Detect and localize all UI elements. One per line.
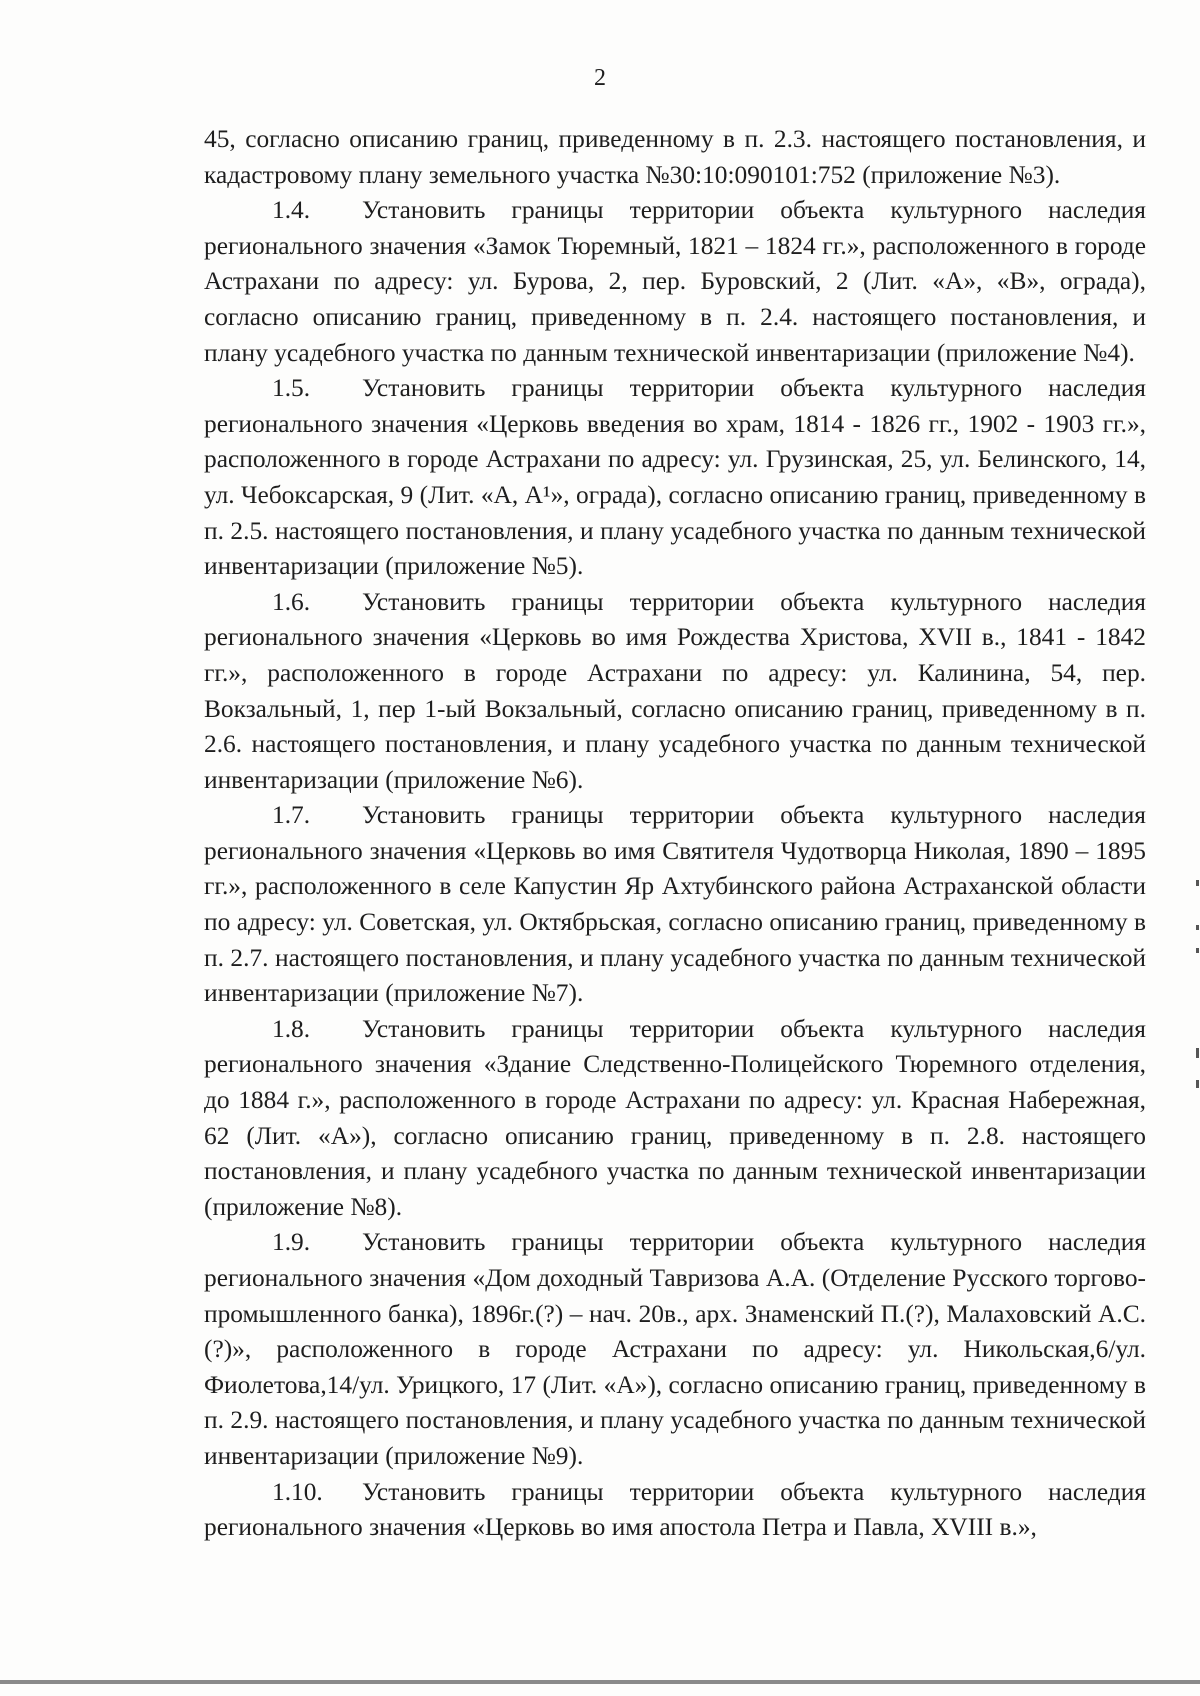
clause-1-7 [204, 798, 1146, 1012]
clause-number: 1.8. [272, 1014, 311, 1043]
clause-text: Установить границы территории объекта культурного наследия регионального значения «Церковь во имя Святителя Чудотворца Николая, 1890 – 1895 гг.», расположенного в селе Капустин Яр Ахтубинского района Астраханской области по адресу: ул. Советская, ул. Октябрьская, согласно описанию границ, приведенному в п. 2.7. настоящего постановления, и плану усадебного участка по данным технической инвентаризации (приложение №7). [204, 801, 1146, 1008]
scan-edge-line [0, 1680, 1200, 1684]
clause-1-4 [204, 193, 1146, 371]
clause-number: 1.7. [272, 801, 311, 830]
clause-text: Установить границы территории объекта культурного наследия регионального значения «Церковь во имя Рождества Христова, XVII в., 1841 - 1842 гг.», расположенного в городе Астрахани по адресу: ул. Калинина, 54, пер. Вокзальный, 1, пер 1-ый Вокзальный, согласно описанию границ, приведенному в п. 2.6. настоящего постановления, и плану усадебного участка по данным технической инвентаризации (приложение №6). [204, 587, 1146, 794]
paragraph-continuation [204, 122, 1146, 193]
clause-number: 1.4. [272, 196, 311, 225]
clause-number: 1.10. [272, 1477, 323, 1506]
scan-artifact-mark [1196, 948, 1199, 953]
clause-text: Установить границы территории объекта культурного наследия регионального значения «Церковь во имя апостола Петра и Павла, XVIII в.», [204, 1477, 1146, 1542]
clause-1-10 [204, 1475, 1146, 1546]
clause-number: 1.9. [272, 1228, 311, 1257]
clause-text: Установить границы территории объекта культурного наследия регионального значения «Церковь введения во храм, 1814 - 1826 гг., 1902 - 1903 гг.», расположенного в городе Астрахани по адресу: ул. Грузинская, 25, ул. Белинского, 14, ул. Чебоксарская, 9 (Лит. «А, А¹», ограда), согласно описанию границ, приведенному в п. 2.5. настоящего постановления, и плану усадебного участка по данным технической инвентаризации (приложение №5). [204, 374, 1146, 581]
scan-artifact-mark [1196, 1080, 1199, 1088]
clause-text: Установить границы территории объекта культурного наследия регионального значения «Дом доходный Тавризова А.А. (Отделение Русского торгово-промышленного банка), 1896г.(?) – нач. 20в., арх. Знаменский П.(?), Малаховский А.С.(?)», расположенного в городе Астрахани по адресу: ул. Никольская,6/ул. Фиолетова,14/ул. Урицкого, 17 (Лит. «А»), согласно описанию границ, приведенному в п. 2.9. настоящего постановления, и плану усадебного участка по данным технической инвентаризации (приложение №9). [204, 1228, 1146, 1470]
page-number: 2 [594, 65, 606, 91]
paragraph-text: 45, согласно описанию границ, приведенному в п. 2.3. настоящего постановления, и кадастровому плану земельного участка №30:10:090101:752 (приложение №3). [204, 125, 1146, 189]
clause-1-8 [204, 1012, 1146, 1226]
scan-artifact-mark [1196, 1048, 1199, 1058]
clause-number: 1.6. [272, 587, 311, 616]
scan-artifact-mark [1196, 925, 1199, 930]
document-body [204, 122, 1146, 1546]
clause-text: Установить границы территории объекта культурного наследия регионального значения «Замок Тюремный, 1821 – 1824 гг.», расположенного в городе Астрахани по адресу: ул. Бурова, 2, пер. Буровский, 2 (Лит. «А», «В», ограда), согласно описанию границ, приведенному в п. 2.4. настоящего постановления, и плану усадебного участка по данным технической инвентаризации (приложение №4). [204, 196, 1146, 367]
clause-text: Установить границы территории объекта культурного наследия регионального значения «Здание Следственно-Полицейского Тюремного отделения, до 1884 г.», расположенного в городе Астрахани по адресу: ул. Красная Набережная, 62 (Лит. «А»), согласно описанию границ, приведенному в п. 2.8. настоящего постановления, и плану усадебного участка по данным технической инвентаризации (приложение №8). [204, 1014, 1146, 1221]
clause-1-6 [204, 585, 1146, 799]
clause-1-5 [204, 371, 1146, 585]
scan-artifact-mark [1196, 880, 1199, 886]
clause-number: 1.5. [272, 374, 311, 403]
clause-1-9 [204, 1225, 1146, 1474]
